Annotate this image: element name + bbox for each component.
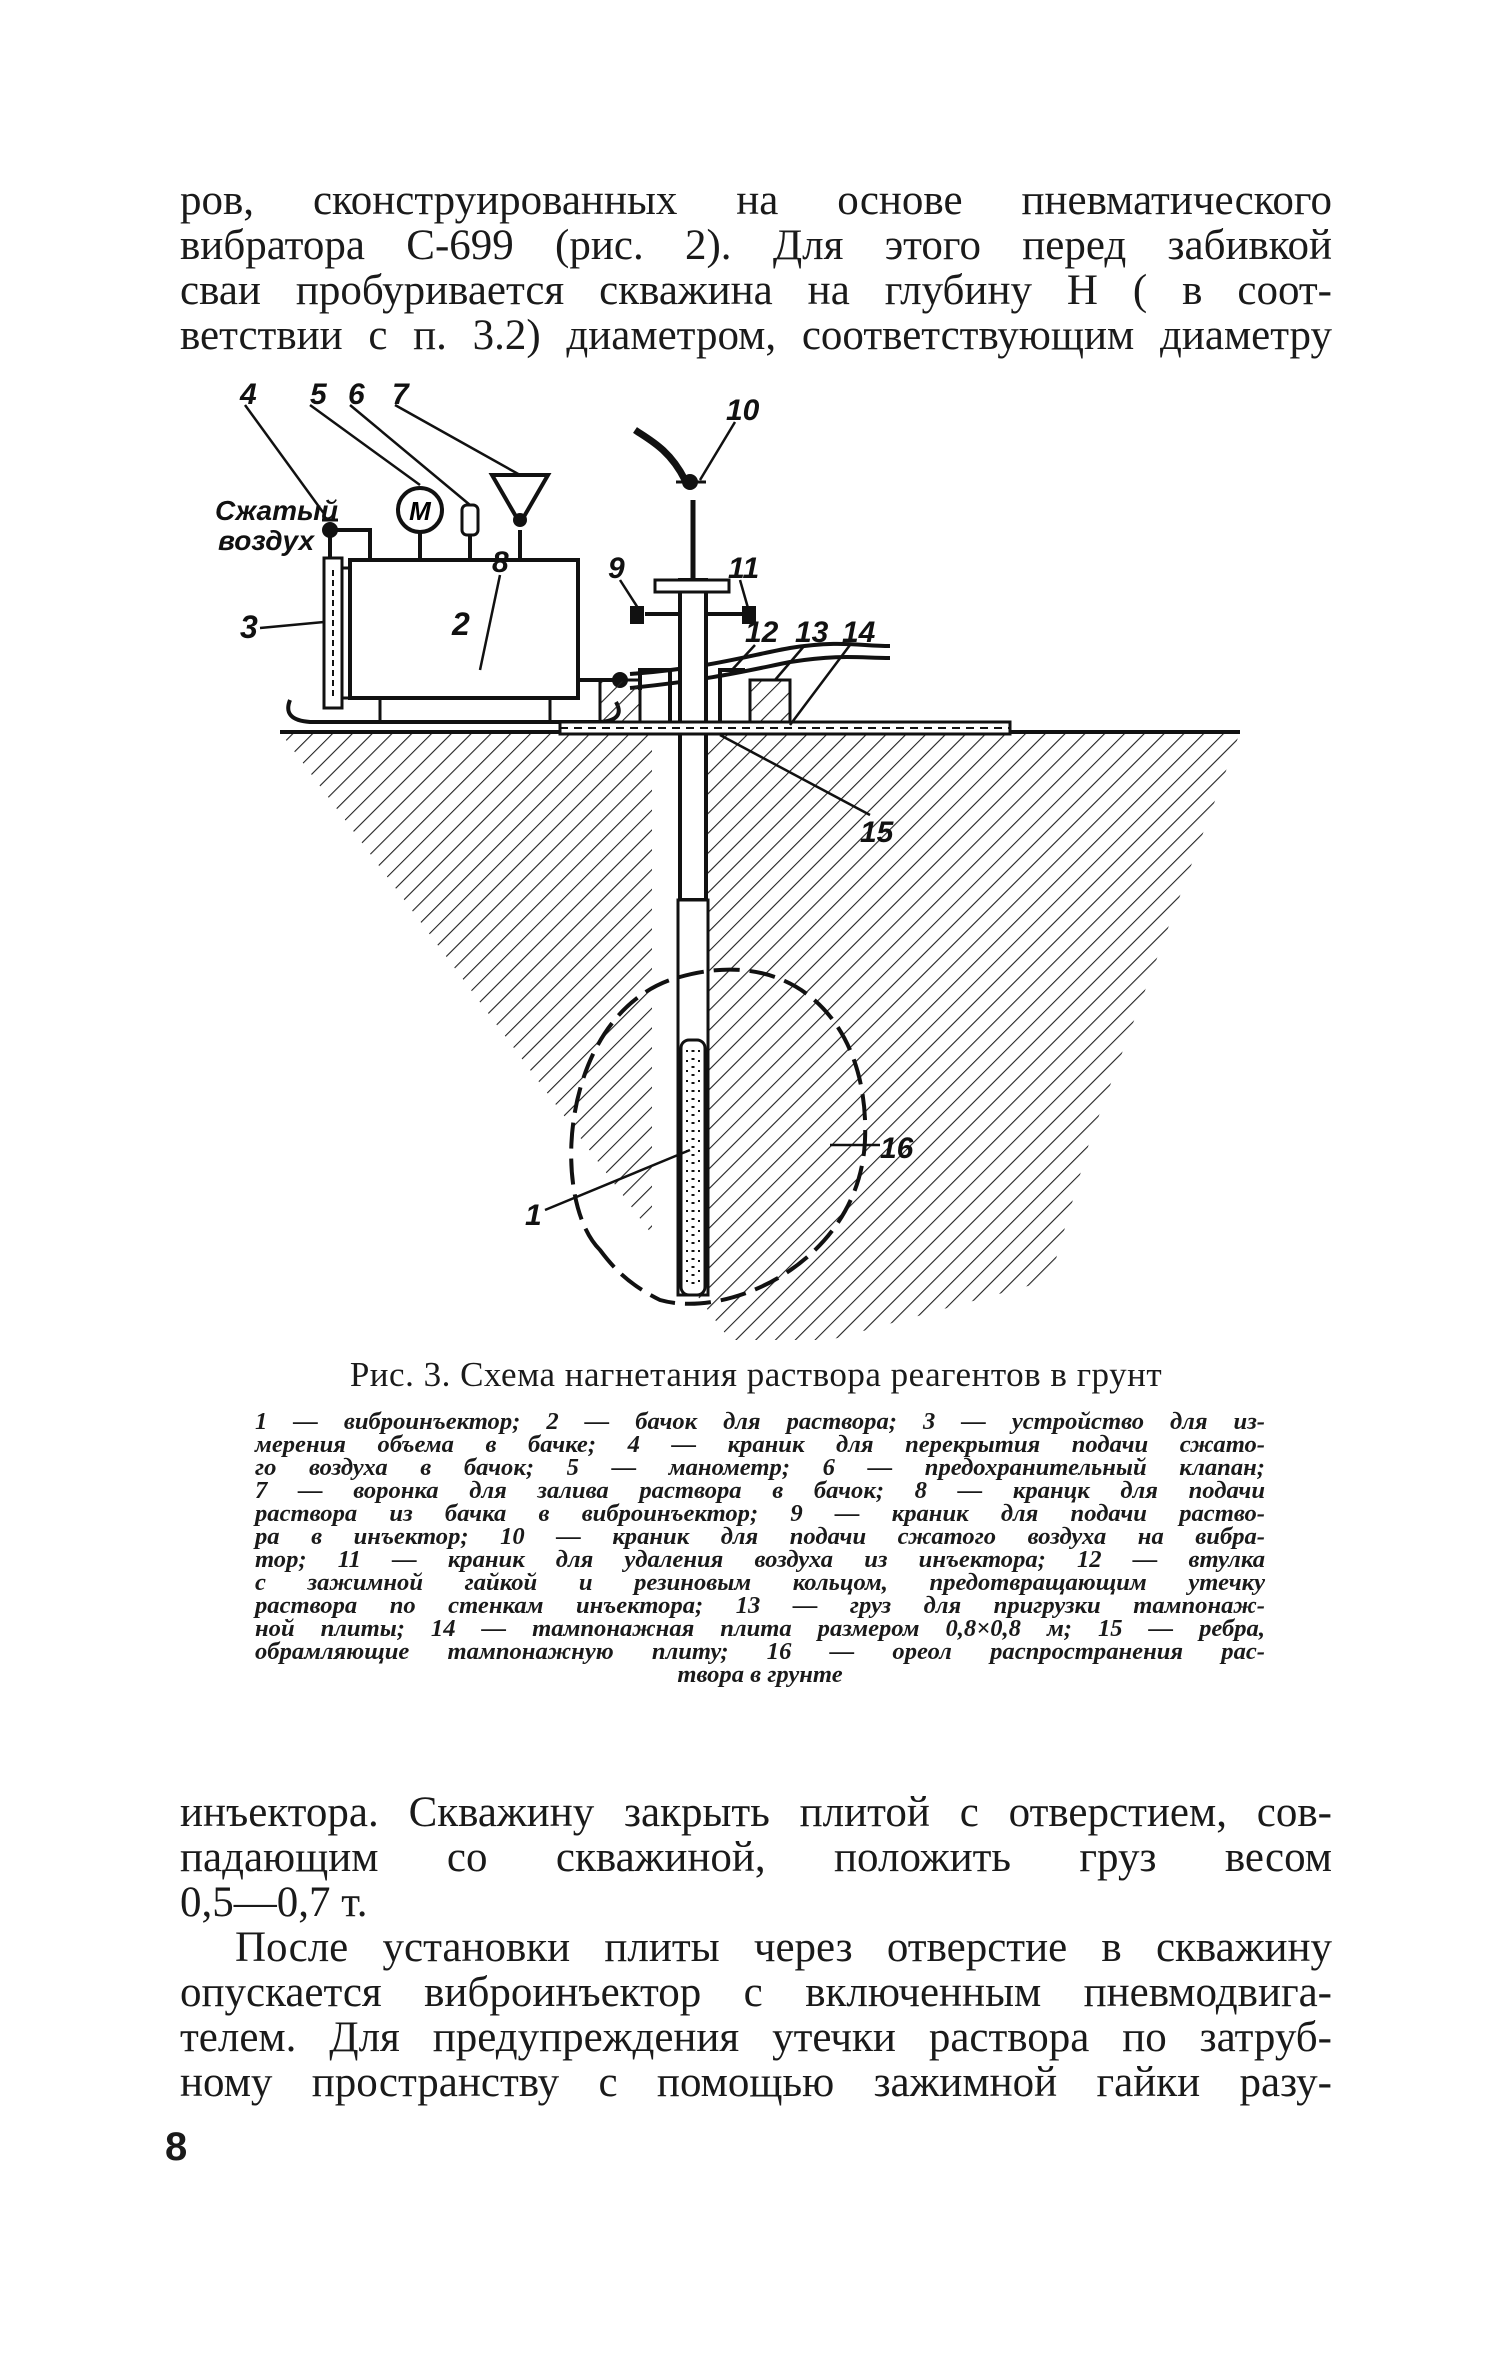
text-line: падающим со скважиной, положить груз весом — [180, 1834, 1332, 1881]
label-9: 9 — [608, 552, 625, 585]
text-line: ров, сконструированных на основе пневматического — [180, 177, 1332, 224]
text-line: телем. Для предупреждения утечки раствора по затруб- — [180, 2014, 1332, 2061]
bottom-paragraph-1 — [180, 1790, 1332, 1925]
text-line: вибратора С-699 (рис. 2). Для этого перед забивкой — [180, 222, 1332, 269]
figure-legend — [255, 1410, 1265, 1686]
label-14: 14 — [842, 616, 876, 649]
text-line: сваи пробуривается скважина на глубину H ( в соот- — [180, 267, 1332, 314]
legend-line: 7 — воронка для залива раствора в бачок; 8 — кранцк для подачи — [255, 1477, 1265, 1504]
manometer — [398, 488, 442, 560]
legend-line: твора в грунте — [677, 1661, 843, 1688]
label-2: 2 — [452, 606, 470, 642]
legend-line: 1 — виброинъектор; 2 — бачок для раствора; 3 — устройство для из- — [255, 1408, 1265, 1435]
top-paragraph — [180, 178, 1332, 358]
label-7: 7 — [392, 378, 409, 411]
text-line: ному пространству с помощью зажимной гайки разу- — [180, 2059, 1332, 2106]
legend-line: ной плиты; 14 — тампонажная плита размером 0,8×0,8 м; 15 — ребра, — [255, 1615, 1265, 1642]
figure-caption-title: Рис. 3. Схема нагнетания раствора реагентов в грунт — [349, 1355, 1163, 1394]
legend-line: мерения объема в бачке; 4 — краник для перекрытия подачи сжато- — [255, 1431, 1265, 1458]
label-1: 1 — [525, 1199, 542, 1232]
legend-line: ра в инъектор; 10 — краник для подачи сжатого воздуха на вибра- — [255, 1523, 1265, 1550]
legend-line: раствора по стенкам инъектора; 13 — груз для пригрузки тампонаж- — [255, 1592, 1265, 1619]
bottom-paragraph-2 — [180, 1925, 1332, 2105]
label-11: 11 — [728, 552, 760, 585]
label-12: 12 — [745, 616, 779, 649]
soil-hatch — [280, 732, 1240, 1340]
measuring-device — [324, 558, 350, 708]
text-line: После установки плиты через отверстие в скважину — [235, 1924, 1332, 1971]
legend-line: с зажимной гайкой и резиновым кольцом, предотвращающим утечку — [255, 1569, 1265, 1596]
label-16: 16 — [880, 1132, 914, 1165]
label-8: 8 — [492, 546, 509, 579]
label-15: 15 — [860, 816, 894, 849]
label-4: 4 — [240, 378, 257, 411]
label-5: 5 — [310, 378, 327, 411]
text-line: инъектора. Скважину закрыть плитой с отверстием, сов- — [180, 1789, 1332, 1836]
label-air-line1: Сжатый — [215, 495, 339, 526]
label-air-line2: воздух — [218, 525, 315, 556]
safety-valve — [462, 505, 478, 560]
manometer-symbol: M — [409, 496, 431, 526]
text-line: опускается виброинъектор с включенным пневмодвига- — [180, 1969, 1332, 2016]
legend-line: обрамляющие тампонажную плиту; 16 — ореол распространения рас- — [255, 1638, 1265, 1665]
injection-scheme-figure — [215, 378, 1290, 1340]
legend-line: го воздуха в бачок; 5 — манометр; 6 — предохранительный клапан; — [255, 1454, 1265, 1481]
legend-line: тор; 11 — краник для удаления воздуха из инъектора; 12 — втулка — [255, 1546, 1265, 1573]
label-10: 10 — [726, 394, 760, 427]
legend-line: раствора из бачка в виброинъектор; 9 — краник для подачи раство- — [255, 1500, 1265, 1527]
label-13: 13 — [795, 616, 829, 649]
page-number: 8 — [165, 2125, 188, 2169]
text-line: ветствии с п. 3.2) диаметром, соответствующим диаметру — [180, 312, 1332, 359]
label-3: 3 — [240, 609, 258, 645]
label-6: 6 — [348, 378, 365, 411]
text-line: 0,5—0,7 т. — [180, 1879, 368, 1926]
